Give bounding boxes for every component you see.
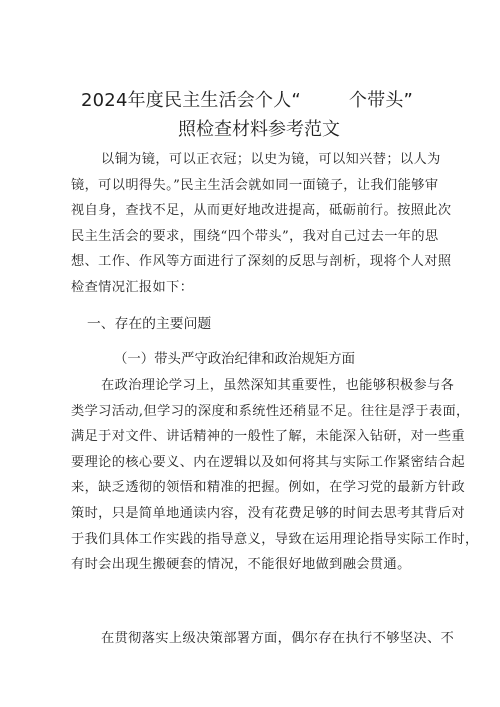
intro-line: 检查情况汇报如下： (71, 279, 194, 295)
intro-paragraph (71, 147, 451, 301)
title-text-part1: 2024年度民主生活会个人“ (81, 90, 301, 111)
paragraph-line: 在政治理论学习上，虽然深知其重要性，也能够积极参与各 (101, 378, 455, 393)
paragraph-line: 在贯彻落实上级决策部署方面，偶尔存在执行不够坚决、不 (101, 631, 455, 646)
paragraph-line: 策时，只是简单地通读内容，没有花费足够的时间去思考其背后对 (71, 505, 466, 521)
intro-line: 以铜为镜，可以正衣冠；以史为镜，可以知兴替；以人为 (101, 152, 441, 167)
paragraph-line: 来，缺乏透彻的领悟和精准的把握。例如，在学习党的最新方针政 (71, 480, 466, 496)
intro-line: 镜，可以明得失。”民主生活会就如同一面镜子，让我们能够审 (71, 177, 439, 193)
paragraph-line: 于我们具体工作实践的指导意义，导致在运用理论指导实际工作时， (71, 531, 479, 547)
document-title-line2: 照检查材料参考范文 (178, 119, 340, 140)
theory-study-paragraph (71, 373, 479, 578)
paragraph-line: 满足于对文件、讲话精神的一般性了解，未能深入钻研，对一些重 (71, 429, 466, 445)
document-title-line1 (81, 86, 413, 112)
implementation-paragraph (71, 626, 455, 652)
paragraph-line: 有时会出现生搬硬套的情况，不能很好地做到融会贯通。 (71, 557, 411, 573)
section-heading: 一、存在的主要问题 (87, 316, 212, 332)
intro-line: 想、工作、作风等方面进行了深刻的反思与剖析，现将个人对照 (71, 254, 452, 270)
paragraph-line: 类学习活动,但学习的深度和系统性还稍显不足。往往是浮于表面， (71, 403, 470, 419)
intro-line: 视自身，查找不足，从而更好地改进提高，砥砺前行。按照此次 (71, 203, 452, 219)
title-text-part2: 个带头” (348, 90, 414, 111)
subsection-heading: （一）带头严守政治纪律和政治规矩方面 (114, 352, 356, 367)
intro-line: 民主生活会的要求，围绕“四个带头”，我对自己过去一年的思 (71, 228, 439, 244)
paragraph-line: 要理论的核心要义、内在逻辑以及如何将其与实际工作紧密结合起 (71, 454, 466, 470)
